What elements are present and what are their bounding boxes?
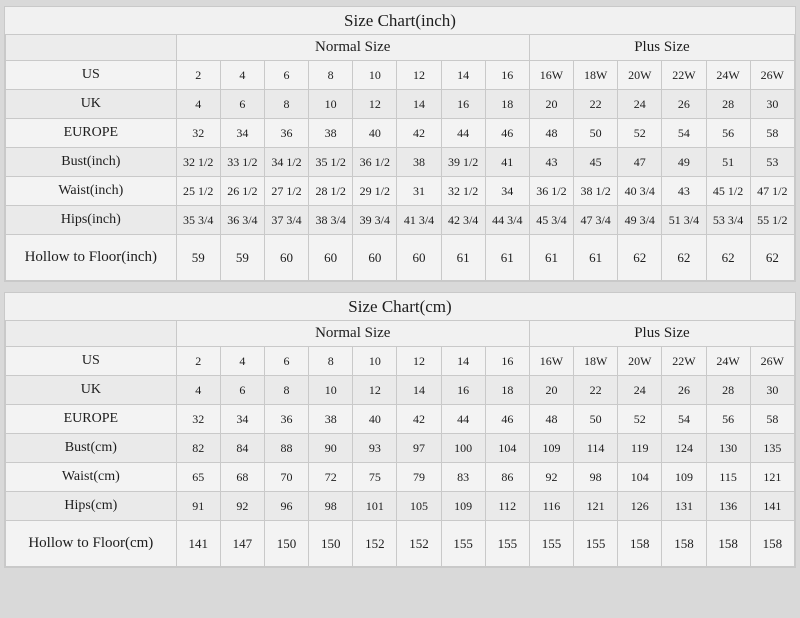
cell: 34	[220, 405, 264, 434]
cell: 26	[662, 376, 706, 405]
cell: 84	[220, 434, 264, 463]
group-normal-size: Normal Size	[176, 35, 529, 61]
cell: 92	[529, 463, 573, 492]
cell: 35 3/4	[176, 206, 220, 235]
cell: 119	[618, 434, 662, 463]
cell: 28	[706, 376, 750, 405]
cell: 35 1/2	[309, 148, 353, 177]
cell: 16W	[529, 61, 573, 90]
cell: 24	[618, 90, 662, 119]
cell: 30	[750, 376, 794, 405]
cell: 22W	[662, 61, 706, 90]
table-row	[6, 61, 795, 90]
cell: 158	[706, 521, 750, 567]
cell: 50	[574, 119, 618, 148]
cell: 20	[529, 90, 573, 119]
cell: 83	[441, 463, 485, 492]
cell: 16	[485, 61, 529, 90]
cell: 32 1/2	[441, 177, 485, 206]
cell: 26 1/2	[220, 177, 264, 206]
cell: 10	[309, 90, 353, 119]
cell: 31	[397, 177, 441, 206]
table-row	[6, 434, 795, 463]
cell: 155	[529, 521, 573, 567]
cell: 47 1/2	[750, 177, 794, 206]
cell: 60	[397, 235, 441, 281]
cell: 60	[309, 235, 353, 281]
cell: 56	[706, 405, 750, 434]
cell: 44 3/4	[485, 206, 529, 235]
cell: 37 3/4	[264, 206, 308, 235]
cell: 24	[618, 376, 662, 405]
cell: 109	[529, 434, 573, 463]
cell: 27 1/2	[264, 177, 308, 206]
cell: 44	[441, 405, 485, 434]
size-chart-cm	[4, 292, 796, 568]
cell: 40 3/4	[618, 177, 662, 206]
cell: 47 3/4	[574, 206, 618, 235]
cell: 62	[618, 235, 662, 281]
group-plus-size: Plus Size	[529, 35, 794, 61]
cell: 38 1/2	[574, 177, 618, 206]
chart-group-row	[6, 321, 795, 347]
cell: 4	[176, 90, 220, 119]
cell: 141	[176, 521, 220, 567]
cell: 96	[264, 492, 308, 521]
cell: 36	[264, 119, 308, 148]
cell: 32 1/2	[176, 148, 220, 177]
group-row-spacer	[6, 321, 177, 347]
cell: 86	[485, 463, 529, 492]
row-label-hollow-to-floor: Hollow to Floor(cm)	[6, 521, 177, 567]
cell: 10	[353, 61, 397, 90]
cell: 22	[574, 376, 618, 405]
cell: 32	[176, 119, 220, 148]
cell: 141	[750, 492, 794, 521]
cell: 53 3/4	[706, 206, 750, 235]
cell: 54	[662, 119, 706, 148]
chart-title: Size Chart(inch)	[6, 7, 795, 35]
table-row	[6, 177, 795, 206]
table-row	[6, 148, 795, 177]
cell: 68	[220, 463, 264, 492]
size-chart-inch-table	[5, 7, 795, 281]
cell: 12	[397, 61, 441, 90]
cell: 6	[264, 61, 308, 90]
cell: 147	[220, 521, 264, 567]
cell: 150	[309, 521, 353, 567]
cell: 59	[220, 235, 264, 281]
table-row	[6, 119, 795, 148]
chart-title: Size Chart(cm)	[6, 293, 795, 321]
table-row	[6, 405, 795, 434]
row-label-us: US	[6, 61, 177, 90]
cell: 12	[353, 376, 397, 405]
group-plus-size: Plus Size	[529, 321, 794, 347]
cell: 158	[618, 521, 662, 567]
chart-title-row	[6, 293, 795, 321]
size-chart-inch	[4, 6, 796, 282]
cell: 55 1/2	[750, 206, 794, 235]
cell: 20W	[618, 61, 662, 90]
cell: 126	[618, 492, 662, 521]
row-label-uk: UK	[6, 376, 177, 405]
cell: 72	[309, 463, 353, 492]
row-label-hips: Hips(inch)	[6, 206, 177, 235]
cell: 39 3/4	[353, 206, 397, 235]
cell: 50	[574, 405, 618, 434]
cell: 33 1/2	[220, 148, 264, 177]
cell: 60	[264, 235, 308, 281]
cell: 82	[176, 434, 220, 463]
cell: 91	[176, 492, 220, 521]
cell: 34	[220, 119, 264, 148]
cell: 30	[750, 90, 794, 119]
cell: 61	[485, 235, 529, 281]
cell: 135	[750, 434, 794, 463]
cell: 6	[220, 376, 264, 405]
cell: 38	[309, 119, 353, 148]
row-label-hips: Hips(cm)	[6, 492, 177, 521]
row-label-bust: Bust(cm)	[6, 434, 177, 463]
cell: 41 3/4	[397, 206, 441, 235]
cell: 38 3/4	[309, 206, 353, 235]
cell: 65	[176, 463, 220, 492]
cell: 29 1/2	[353, 177, 397, 206]
cell: 41	[485, 148, 529, 177]
cell: 53	[750, 148, 794, 177]
cell: 121	[750, 463, 794, 492]
cell: 98	[309, 492, 353, 521]
cell: 14	[397, 376, 441, 405]
cell: 60	[353, 235, 397, 281]
cell: 18W	[574, 347, 618, 376]
cell: 2	[176, 347, 220, 376]
chart-title-row	[6, 7, 795, 35]
cell: 4	[220, 347, 264, 376]
cell: 155	[574, 521, 618, 567]
cell: 48	[529, 405, 573, 434]
cell: 109	[662, 463, 706, 492]
cell: 116	[529, 492, 573, 521]
cell: 12	[353, 90, 397, 119]
cell: 40	[353, 405, 397, 434]
cell: 155	[441, 521, 485, 567]
table-row	[6, 376, 795, 405]
cell: 20W	[618, 347, 662, 376]
row-label-europe: EUROPE	[6, 405, 177, 434]
cell: 44	[441, 119, 485, 148]
cell: 104	[485, 434, 529, 463]
cell: 45 3/4	[529, 206, 573, 235]
row-label-bust: Bust(inch)	[6, 148, 177, 177]
cell: 26W	[750, 347, 794, 376]
cell: 38	[309, 405, 353, 434]
cell: 152	[397, 521, 441, 567]
cell: 8	[264, 376, 308, 405]
cell: 47	[618, 148, 662, 177]
cell: 79	[397, 463, 441, 492]
cell: 28	[706, 90, 750, 119]
cell: 22	[574, 90, 618, 119]
cell: 101	[353, 492, 397, 521]
cell: 16	[485, 347, 529, 376]
cell: 131	[662, 492, 706, 521]
cell: 59	[176, 235, 220, 281]
table-row	[6, 206, 795, 235]
table-row	[6, 90, 795, 119]
cell: 58	[750, 405, 794, 434]
cell: 12	[397, 347, 441, 376]
cell: 24W	[706, 347, 750, 376]
cell: 42	[397, 119, 441, 148]
row-label-hollow-to-floor: Hollow to Floor(inch)	[6, 235, 177, 281]
cell: 61	[574, 235, 618, 281]
cell: 62	[750, 235, 794, 281]
cell: 4	[220, 61, 264, 90]
cell: 62	[662, 235, 706, 281]
table-row	[6, 463, 795, 492]
cell: 36	[264, 405, 308, 434]
cell: 100	[441, 434, 485, 463]
cell: 114	[574, 434, 618, 463]
cell: 28 1/2	[309, 177, 353, 206]
row-label-uk: UK	[6, 90, 177, 119]
cell: 25 1/2	[176, 177, 220, 206]
cell: 39 1/2	[441, 148, 485, 177]
cell: 98	[574, 463, 618, 492]
cell: 54	[662, 405, 706, 434]
cell: 32	[176, 405, 220, 434]
cell: 45 1/2	[706, 177, 750, 206]
cell: 43	[529, 148, 573, 177]
cell: 124	[662, 434, 706, 463]
cell: 40	[353, 119, 397, 148]
cell: 61	[441, 235, 485, 281]
cell: 92	[220, 492, 264, 521]
row-label-us: US	[6, 347, 177, 376]
cell: 14	[441, 347, 485, 376]
cell: 36 3/4	[220, 206, 264, 235]
chart-group-row	[6, 35, 795, 61]
cell: 20	[529, 376, 573, 405]
cell: 14	[441, 61, 485, 90]
cell: 14	[397, 90, 441, 119]
cell: 97	[397, 434, 441, 463]
cell: 88	[264, 434, 308, 463]
cell: 16	[441, 90, 485, 119]
table-row	[6, 347, 795, 376]
cell: 16W	[529, 347, 573, 376]
cell: 26W	[750, 61, 794, 90]
size-chart-cm-table	[5, 293, 795, 567]
cell: 8	[309, 347, 353, 376]
cell: 6	[264, 347, 308, 376]
cell: 52	[618, 405, 662, 434]
cell: 26	[662, 90, 706, 119]
cell: 90	[309, 434, 353, 463]
cell: 8	[309, 61, 353, 90]
cell: 136	[706, 492, 750, 521]
cell: 121	[574, 492, 618, 521]
row-label-waist: Waist(inch)	[6, 177, 177, 206]
cell: 56	[706, 119, 750, 148]
cell: 152	[353, 521, 397, 567]
cell: 70	[264, 463, 308, 492]
cell: 24W	[706, 61, 750, 90]
table-row	[6, 492, 795, 521]
cell: 93	[353, 434, 397, 463]
cell: 109	[441, 492, 485, 521]
cell: 62	[706, 235, 750, 281]
row-label-waist: Waist(cm)	[6, 463, 177, 492]
cell: 22W	[662, 347, 706, 376]
cell: 42	[397, 405, 441, 434]
cell: 48	[529, 119, 573, 148]
row-label-europe: EUROPE	[6, 119, 177, 148]
cell: 45	[574, 148, 618, 177]
cell: 75	[353, 463, 397, 492]
cell: 61	[529, 235, 573, 281]
cell: 10	[309, 376, 353, 405]
cell: 158	[662, 521, 706, 567]
cell: 36 1/2	[353, 148, 397, 177]
cell: 18	[485, 90, 529, 119]
cell: 18W	[574, 61, 618, 90]
cell: 115	[706, 463, 750, 492]
cell: 16	[441, 376, 485, 405]
cell: 112	[485, 492, 529, 521]
cell: 51	[706, 148, 750, 177]
cell: 38	[397, 148, 441, 177]
cell: 34	[485, 177, 529, 206]
cell: 36 1/2	[529, 177, 573, 206]
cell: 43	[662, 177, 706, 206]
cell: 10	[353, 347, 397, 376]
cell: 4	[176, 376, 220, 405]
group-row-spacer	[6, 35, 177, 61]
cell: 105	[397, 492, 441, 521]
cell: 155	[485, 521, 529, 567]
cell: 18	[485, 376, 529, 405]
table-row	[6, 521, 795, 567]
cell: 2	[176, 61, 220, 90]
cell: 49 3/4	[618, 206, 662, 235]
group-normal-size: Normal Size	[176, 321, 529, 347]
cell: 8	[264, 90, 308, 119]
cell: 6	[220, 90, 264, 119]
cell: 46	[485, 405, 529, 434]
cell: 58	[750, 119, 794, 148]
cell: 158	[750, 521, 794, 567]
cell: 51 3/4	[662, 206, 706, 235]
cell: 34 1/2	[264, 148, 308, 177]
cell: 130	[706, 434, 750, 463]
table-row	[6, 235, 795, 281]
cell: 46	[485, 119, 529, 148]
cell: 52	[618, 119, 662, 148]
cell: 49	[662, 148, 706, 177]
cell: 104	[618, 463, 662, 492]
cell: 150	[264, 521, 308, 567]
cell: 42 3/4	[441, 206, 485, 235]
